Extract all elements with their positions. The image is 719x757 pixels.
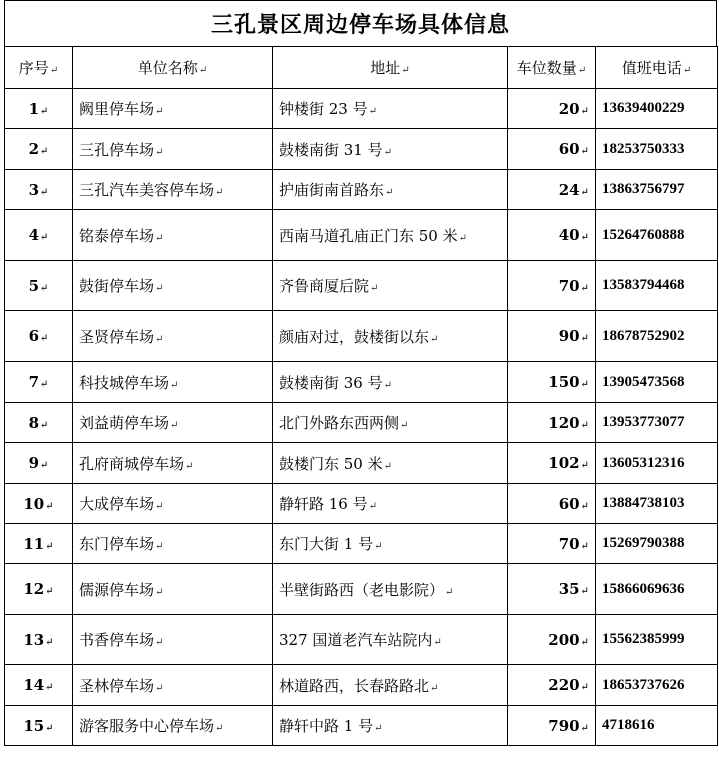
cell-no — [5, 403, 73, 443]
cell-address — [273, 129, 508, 170]
cell-phone — [596, 524, 718, 564]
cell-no — [5, 706, 73, 746]
cell-count-text: 220 — [548, 676, 580, 694]
paragraph-mark-icon: ↵ — [580, 460, 589, 471]
cell-no-text: 11 — [23, 534, 45, 553]
table-row — [5, 261, 718, 311]
cell-name — [73, 484, 273, 524]
cell-phone — [596, 403, 718, 443]
paragraph-mark-icon: ↵ — [580, 586, 589, 597]
cell-no — [5, 129, 73, 170]
cell-address-text: 西南马道孔庙正门东 50 米 — [279, 226, 458, 245]
cell-phone-text: 13953773077 — [602, 414, 685, 430]
cell-phone-text: 18253750333 — [602, 140, 685, 157]
header-count: 车位数量↵ — [508, 47, 596, 89]
cell-no — [5, 484, 73, 524]
cell-count — [508, 524, 596, 564]
cell-no — [5, 665, 73, 706]
paragraph-mark-icon: ↵ — [40, 105, 49, 117]
cell-phone — [596, 89, 718, 129]
cell-count — [508, 89, 596, 129]
paragraph-mark-icon: ↵ — [580, 722, 589, 734]
paragraph-mark-icon: ↵ — [45, 682, 54, 693]
cell-count-text: 35 — [558, 580, 580, 598]
paragraph-mark-icon: ↵ — [155, 106, 164, 117]
paragraph-mark-icon: ↵ — [40, 282, 49, 294]
cell-count-text: 60 — [558, 494, 580, 513]
table-row — [5, 403, 718, 443]
cell-name — [73, 665, 273, 706]
paragraph-mark-icon: ↵ — [215, 187, 224, 198]
cell-count — [508, 484, 596, 524]
cell-phone-text: 4718616 — [602, 717, 655, 733]
cell-count — [508, 311, 596, 362]
cell-name-text: 圣贤停车场 — [79, 327, 155, 346]
paragraph-mark-icon: ↵ — [580, 186, 589, 198]
cell-name — [73, 170, 273, 210]
cell-no-text: 3 — [28, 180, 40, 199]
cell-phone — [596, 564, 718, 615]
paragraph-mark-icon: ↵ — [155, 283, 164, 294]
cell-address-text: 齐鲁商厦后院 — [279, 277, 370, 295]
cell-count-text: 102 — [548, 454, 580, 472]
cell-no-text: 14 — [23, 676, 45, 694]
paragraph-mark-icon: ↵ — [580, 682, 589, 693]
cell-count — [508, 665, 596, 706]
cell-name-text: 书香停车场 — [79, 631, 155, 649]
paragraph-mark-icon: ↵ — [40, 333, 49, 344]
cell-no-text: 12 — [23, 580, 45, 598]
cell-name-text: 孔府商城停车场 — [79, 454, 185, 473]
cell-no-text: 1 — [28, 99, 40, 118]
cell-count-text: 24 — [558, 180, 580, 199]
cell-phone-text: 15562385999 — [602, 631, 685, 647]
cell-count — [508, 564, 596, 615]
cell-count — [508, 261, 596, 311]
paragraph-mark-icon: ↵ — [40, 146, 49, 157]
paragraph-mark-icon: ↵ — [45, 540, 54, 552]
cell-name-text: 鼓街停车场 — [79, 277, 155, 295]
cell-address — [273, 89, 508, 129]
cell-name — [73, 362, 273, 403]
paragraph-mark-icon: ↵ — [155, 146, 164, 158]
cell-no-text: 5 — [28, 276, 40, 295]
cell-phone-text: 13884738103 — [602, 495, 685, 511]
paragraph-mark-icon: ↵ — [580, 419, 589, 431]
cell-name-text: 东门停车场 — [79, 535, 155, 553]
cell-phone-text: 13863756797 — [602, 181, 685, 197]
cell-no — [5, 89, 73, 129]
cell-address-text: 静轩中路 1 号 — [279, 717, 374, 735]
cell-phone — [596, 615, 718, 665]
cell-name-text: 三孔汽车美容停车场 — [79, 181, 215, 199]
cell-address-text: 钟楼街 23 号 — [279, 100, 368, 118]
cell-count-text: 90 — [558, 327, 580, 345]
cell-count — [508, 403, 596, 443]
cell-phone-text: 18678752902 — [602, 327, 685, 344]
paragraph-mark-icon: ↵ — [580, 333, 589, 344]
cell-count-text: 70 — [558, 276, 580, 295]
title-bar — [4, 0, 717, 46]
paragraph-mark-icon: ↵ — [40, 186, 49, 198]
cell-address-text: 鼓楼门东 50 米 — [279, 454, 383, 473]
table-row — [5, 311, 718, 362]
cell-name-text: 科技城停车场 — [79, 373, 170, 392]
cell-address — [273, 665, 508, 706]
cell-address — [273, 443, 508, 484]
paragraph-mark-icon: ↵ — [40, 419, 49, 431]
cell-count — [508, 615, 596, 665]
cell-no-text: 7 — [28, 373, 40, 391]
cell-address — [273, 524, 508, 564]
cell-no — [5, 443, 73, 484]
cell-address — [273, 210, 508, 261]
cell-no-text: 15 — [23, 716, 45, 735]
table-row — [5, 170, 718, 210]
table-body — [5, 89, 718, 746]
cell-count — [508, 129, 596, 170]
cell-address — [273, 311, 508, 362]
cell-no-text: 10 — [23, 494, 45, 513]
paragraph-mark-icon: ↵ — [155, 501, 164, 512]
cell-name — [73, 524, 273, 564]
cell-name-text: 大成停车场 — [79, 495, 155, 513]
cell-no-text: 9 — [28, 454, 40, 472]
cell-address-text: 北门外路东西两侧 — [279, 414, 400, 432]
paragraph-mark-icon: ↵ — [580, 282, 589, 294]
table-row — [5, 665, 718, 706]
cell-name-text: 阙里停车场 — [79, 100, 155, 118]
cell-no-text: 2 — [28, 140, 40, 158]
paragraph-mark-icon: ↵ — [580, 105, 589, 117]
page-title: 三孔景区周边停车场具体信息 — [210, 12, 510, 38]
cell-no — [5, 564, 73, 615]
cell-no-text: 6 — [28, 327, 40, 345]
paragraph-mark-icon: ↵ — [45, 586, 54, 597]
cell-no — [5, 615, 73, 665]
table-row — [5, 615, 718, 665]
paragraph-mark-icon: ↵ — [400, 420, 409, 431]
cell-name — [73, 89, 273, 129]
cell-phone — [596, 210, 718, 261]
cell-phone-text: 13583794468 — [602, 277, 685, 293]
cell-name-text: 圣林停车场 — [79, 676, 155, 695]
cell-no — [5, 210, 73, 261]
cell-name-text: 儒源停车场 — [79, 580, 155, 599]
cell-name — [73, 311, 273, 362]
paragraph-mark-icon: ↵ — [155, 586, 164, 598]
cell-address-text: 鼓楼南街 31 号 — [279, 140, 383, 159]
paragraph-mark-icon: ↵ — [433, 637, 442, 648]
paragraph-mark-icon: ↵ — [185, 460, 194, 472]
cell-address-text: 林道路西，长春路路北 — [279, 676, 430, 695]
cell-address-text: 护庙街南首路东 — [279, 181, 385, 199]
cell-phone — [596, 311, 718, 362]
paragraph-mark-icon: ↵ — [383, 460, 393, 472]
cell-no — [5, 524, 73, 564]
cell-no — [5, 362, 73, 403]
paragraph-mark-icon: ↵ — [580, 540, 589, 552]
parking-table — [4, 46, 718, 746]
paragraph-mark-icon: ↵ — [155, 541, 164, 552]
cell-name — [73, 403, 273, 443]
cell-count-text: 70 — [558, 534, 580, 553]
cell-count-text: 60 — [558, 140, 580, 158]
cell-phone — [596, 261, 718, 311]
table-row — [5, 484, 718, 524]
paragraph-mark-icon: ↵ — [374, 723, 383, 734]
cell-phone-text: 13605312316 — [602, 454, 685, 471]
cell-phone — [596, 170, 718, 210]
cell-count-text: 40 — [558, 226, 580, 244]
paragraph-mark-icon: ↵ — [383, 379, 393, 391]
paragraph-mark-icon: ↵ — [383, 146, 393, 158]
cell-phone-text: 13905473568 — [602, 373, 685, 390]
cell-address — [273, 564, 508, 615]
header-name: 单位名称↵ — [73, 47, 273, 89]
paragraph-mark-icon: ↵ — [215, 723, 224, 734]
cell-address — [273, 261, 508, 311]
table-row — [5, 89, 718, 129]
cell-phone-text: 15264760888 — [602, 226, 685, 243]
cell-phone — [596, 665, 718, 706]
cell-count — [508, 210, 596, 261]
header-address: 地址↵ — [273, 47, 508, 89]
cell-no — [5, 261, 73, 311]
cell-count-text: 200 — [548, 630, 580, 649]
cell-phone — [596, 484, 718, 524]
cell-name — [73, 564, 273, 615]
cell-count-text: 150 — [548, 373, 580, 391]
table-row — [5, 524, 718, 564]
cell-address — [273, 170, 508, 210]
cell-count — [508, 170, 596, 210]
cell-no-text: 13 — [23, 630, 45, 649]
cell-count — [508, 443, 596, 484]
paragraph-mark-icon: ↵ — [40, 232, 49, 243]
table-row — [5, 129, 718, 170]
header-phone: 值班电话↵ — [596, 47, 718, 89]
cell-phone — [596, 129, 718, 170]
paragraph-mark-icon: ↵ — [445, 586, 454, 598]
cell-address — [273, 403, 508, 443]
cell-no — [5, 311, 73, 362]
cell-address — [273, 362, 508, 403]
cell-no — [5, 170, 73, 210]
cell-address-text: 半壁街路西（老电影院） — [279, 580, 445, 599]
cell-address — [273, 615, 508, 665]
cell-name — [73, 706, 273, 746]
paragraph-mark-icon: ↵ — [374, 541, 383, 552]
cell-name — [73, 615, 273, 665]
cell-name-text: 游客服务中心停车场 — [79, 717, 215, 735]
paragraph-mark-icon: ↵ — [40, 379, 49, 390]
paragraph-mark-icon: ↵ — [580, 232, 589, 243]
cell-name-text: 铭泰停车场 — [79, 226, 155, 245]
table-row — [5, 443, 718, 484]
cell-phone-text: 18653737626 — [602, 676, 685, 693]
cell-no-text: 4 — [28, 226, 40, 244]
cell-address — [273, 706, 508, 746]
paragraph-mark-icon: ↵ — [368, 106, 378, 117]
table-row — [5, 210, 718, 261]
cell-count — [508, 706, 596, 746]
cell-name — [73, 261, 273, 311]
cell-name-text: 三孔停车场 — [79, 140, 155, 159]
cell-address-text: 静轩路 16 号 — [279, 495, 368, 513]
cell-name — [73, 210, 273, 261]
table-row — [5, 564, 718, 615]
cell-count-text: 20 — [558, 99, 580, 118]
paragraph-mark-icon: ↵ — [430, 682, 439, 694]
cell-name — [73, 443, 273, 484]
header-row — [5, 47, 718, 89]
paragraph-mark-icon: ↵ — [155, 333, 164, 345]
cell-count — [508, 362, 596, 403]
cell-name — [73, 129, 273, 170]
cell-phone — [596, 362, 718, 403]
paragraph-mark-icon: ↵ — [458, 232, 468, 244]
cell-address — [273, 484, 508, 524]
cell-name-text: 刘益萌停车场 — [79, 414, 170, 432]
cell-phone-text: 13639400229 — [602, 100, 685, 116]
paragraph-mark-icon: ↵ — [430, 333, 439, 345]
paragraph-mark-icon: ↵ — [580, 146, 589, 157]
cell-count-text: 790 — [548, 716, 580, 735]
paragraph-mark-icon: ↵ — [370, 283, 379, 294]
paragraph-mark-icon: ↵ — [368, 501, 378, 512]
cell-no-text: 8 — [28, 413, 40, 432]
header-no: 序号↵ — [5, 47, 73, 89]
paragraph-mark-icon: ↵ — [170, 420, 179, 431]
cell-phone-text: 15866069636 — [602, 580, 685, 597]
cell-phone — [596, 706, 718, 746]
paragraph-mark-icon: ↵ — [170, 379, 179, 391]
paragraph-mark-icon: ↵ — [45, 500, 54, 512]
cell-address-text: 327 国道老汽车站院内 — [279, 631, 433, 649]
cell-phone-text: 15269790388 — [602, 535, 685, 551]
paragraph-mark-icon: ↵ — [580, 636, 589, 648]
paragraph-mark-icon: ↵ — [155, 682, 164, 694]
table-row — [5, 706, 718, 746]
paragraph-mark-icon: ↵ — [155, 232, 164, 244]
table-row — [5, 362, 718, 403]
paragraph-mark-icon: ↵ — [40, 460, 49, 471]
paragraph-mark-icon: ↵ — [385, 187, 394, 198]
cell-count-text: 120 — [548, 413, 580, 432]
paragraph-mark-icon: ↵ — [155, 637, 164, 648]
cell-address-text: 颜庙对过，鼓楼街以东 — [279, 327, 430, 346]
paragraph-mark-icon: ↵ — [45, 722, 54, 734]
cell-address-text: 东门大街 1 号 — [279, 535, 374, 553]
cell-address-text: 鼓楼南街 36 号 — [279, 373, 383, 392]
paragraph-mark-icon: ↵ — [45, 636, 54, 648]
paragraph-mark-icon: ↵ — [580, 379, 589, 390]
paragraph-mark-icon: ↵ — [580, 500, 589, 512]
cell-phone — [596, 443, 718, 484]
